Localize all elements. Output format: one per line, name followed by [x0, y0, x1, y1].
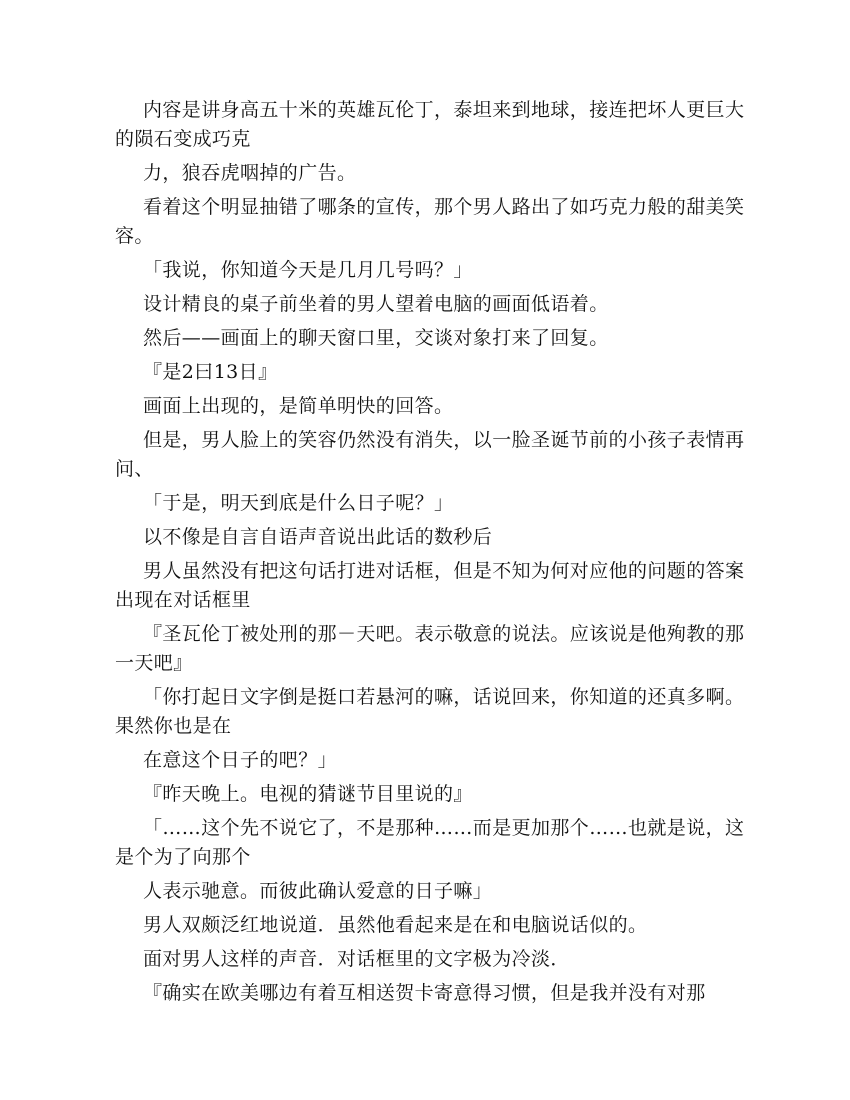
- paragraph: 男人双颇泛红地说道．虽然他看起来是在和电脑说话似的。: [143, 914, 648, 936]
- paragraph: 男人虽然没有把这句话打进对话框，但是不知为何对应他的问题的答案出现在对话框里: [115, 560, 745, 611]
- paragraph: 人表示驰意。而彼此确认爱意的日子嘛」: [143, 880, 493, 902]
- paragraph: 在意这个日子的吧？」: [143, 749, 338, 771]
- paragraph: 然后——画面上的聊天窗口里，交谈对象打来了回复。: [143, 327, 609, 349]
- paragraph: 「你打起日文字倒是挺口若悬河的嘛，话说回来，你知道的还真多啊。果然你也是在: [115, 686, 745, 737]
- paragraph: 『昨天晚上。电视的猜谜节目里说的』: [143, 783, 473, 805]
- paragraph: 以不像是自言自语声音说出此话的数秒后: [143, 526, 493, 548]
- paragraph: 『圣瓦伦丁被处刑的那－天吧。表示敬意的说法。应该说是他殉教的那一天吧』: [115, 623, 745, 674]
- paragraph: 「于是，明天到底是什么日子呢？」: [143, 492, 454, 514]
- paragraph: 看着这个明显抽错了哪条的宣传，那个男人路出了如巧克力般的甜美笑容。: [115, 196, 745, 247]
- paragraph: 「我说，你知道今天是几月几号吗？」: [143, 259, 473, 281]
- paragraph: 「……这个先不说它了，不是那种……而是更加那个……也就是说，这是个为了向那个: [115, 817, 745, 868]
- paragraph: 但是，男人脸上的笑容仍然没有消失，以一脸圣诞节前的小孩子表情再问、: [115, 429, 745, 480]
- paragraph: 面对男人这样的声音．对话框里的文字极为冷淡．: [143, 948, 570, 970]
- paragraph: 力，狼吞虎咽掉的广告。: [143, 162, 357, 184]
- body-text: [115, 96, 747, 1013]
- paragraph: 设计精良的桌子前坐着的男人望着电脑的画面低语着。: [143, 293, 609, 315]
- paragraph: 『是2曰13日』: [143, 361, 278, 383]
- paragraph: 内容是讲身高五十米的英雄瓦伦丁，泰坦来到地球，接连把坏人更巨大的陨石变成巧克: [115, 99, 745, 150]
- paragraph: 『确实在欧美哪边有着互相送贺卡寄意得习惯，但是我并没有对那: [143, 982, 706, 1004]
- paragraph: 画面上出现的，是简单明快的回答。: [143, 395, 454, 417]
